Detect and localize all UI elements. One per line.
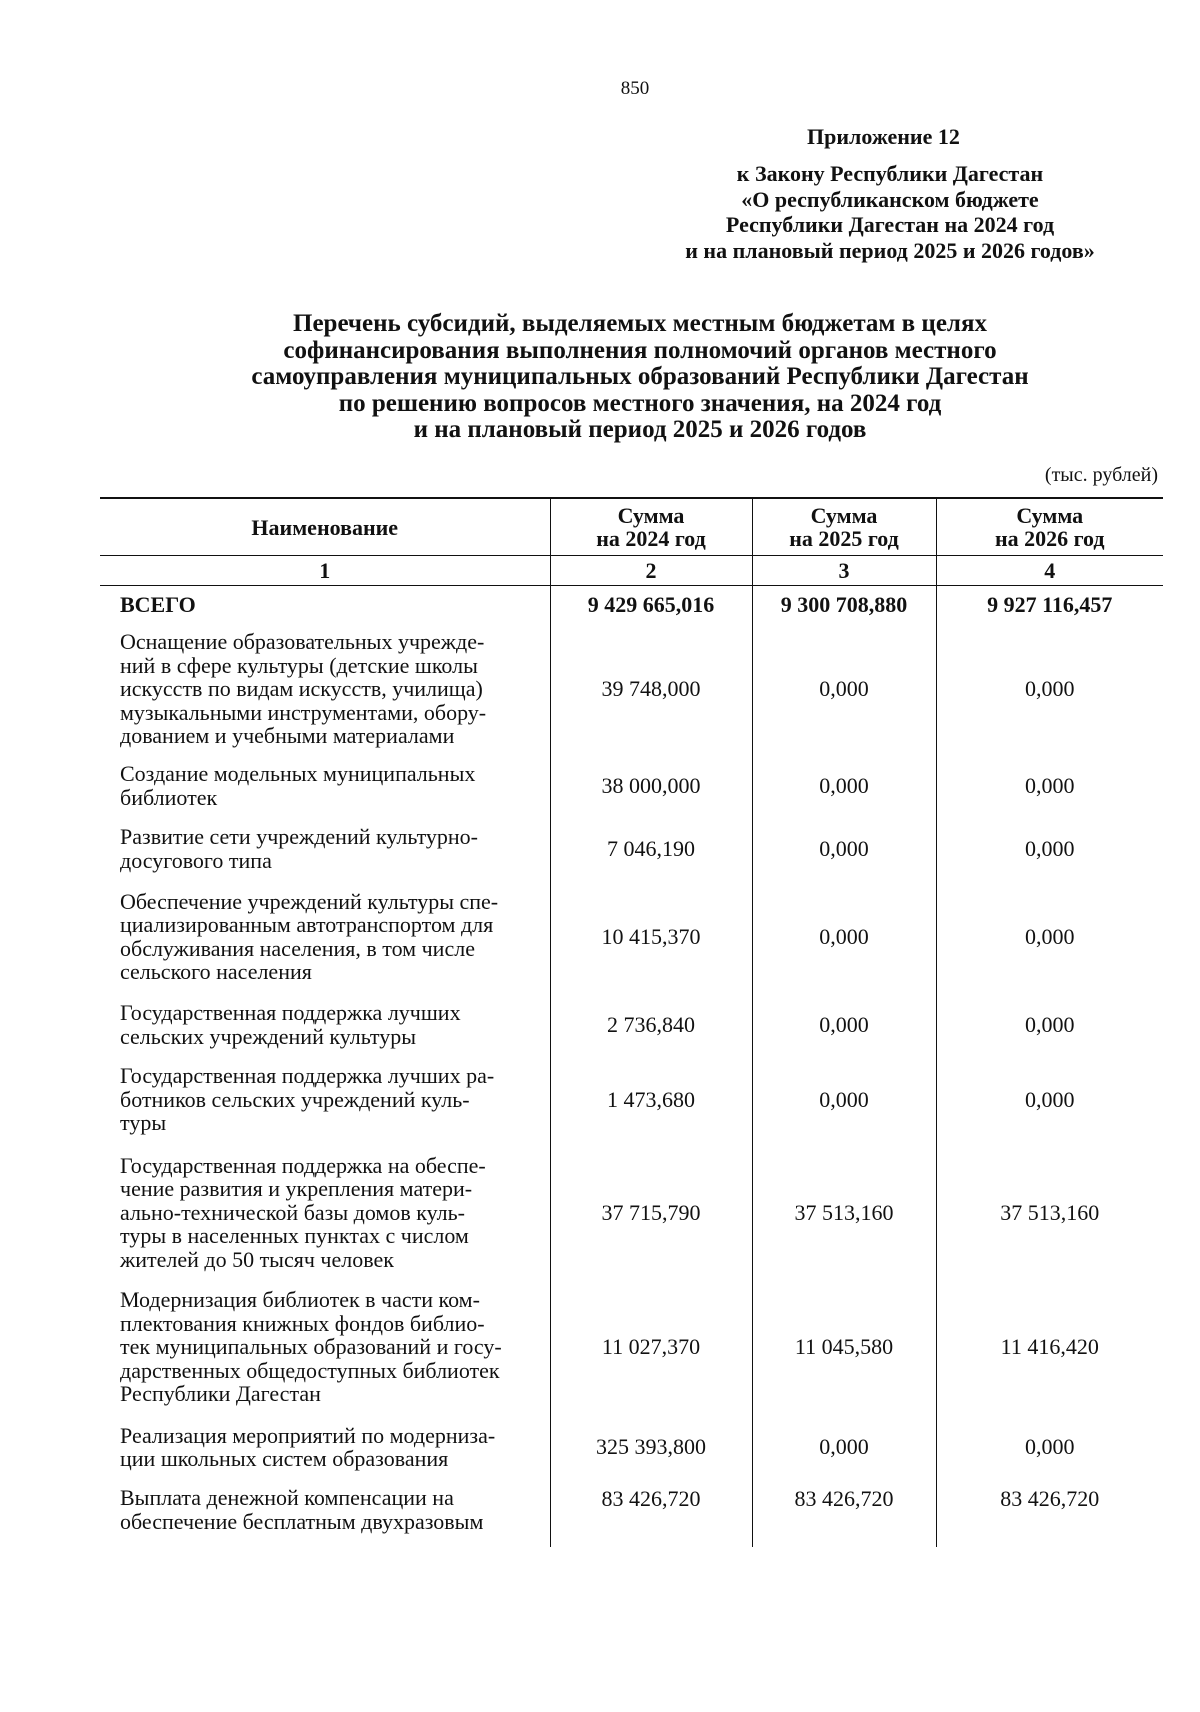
row-name-line: библиотек: [120, 784, 218, 810]
subsidies-table: [100, 497, 1163, 1547]
row-value-2024: 11 027,370: [550, 1282, 752, 1412]
header-row: [100, 498, 1163, 556]
row-value-2026: 0,000: [936, 880, 1163, 993]
header-2024-line: на 2024 год: [596, 526, 706, 551]
row-name-line: ции школьных систем образования: [120, 1446, 449, 1471]
appendix-ref-line: к Закону Республики Дагестан: [736, 161, 1044, 186]
title-line: Перечень субсидий, выделяемых местным бюджетам в целях: [293, 310, 987, 337]
table-row: [100, 1056, 1163, 1143]
table-row: [100, 880, 1163, 993]
document-title: [140, 311, 1140, 444]
row-value-2024: 325 393,800: [550, 1412, 752, 1482]
table-row: [100, 1282, 1163, 1412]
title-line: самоуправления муниципальных образований Республики Дагестан: [251, 363, 1029, 390]
header-2024: [550, 498, 752, 556]
row-value-2024: 1 473,680: [550, 1056, 752, 1143]
row-value-2026: 83 426,720: [936, 1482, 1163, 1547]
header-name: Наименование: [100, 498, 550, 556]
row-name: [100, 1282, 550, 1412]
row-name: [100, 817, 550, 880]
total-2024: 9 429 665,016: [550, 586, 752, 625]
row-name-line: туры в населенных пунктах с числом: [120, 1223, 469, 1249]
row-name-line: Реализация мероприятий по модерниза-: [120, 1422, 496, 1448]
row-name: [100, 993, 550, 1056]
page-number: 850: [620, 78, 650, 99]
row-value-2024: 7 046,190: [550, 817, 752, 880]
row-name-line: обеспечение бесплатным двухразовым: [120, 1508, 484, 1534]
row-value-2026: 0,000: [936, 1412, 1163, 1482]
row-value-2025: 37 513,160: [752, 1143, 936, 1282]
row-name-line: чение развития и укрепления матери-: [120, 1176, 473, 1202]
row-value-2025: 0,000: [752, 1412, 936, 1482]
column-number: 1: [100, 556, 550, 586]
header-2026-line: Сумма: [1016, 503, 1084, 528]
row-name: [100, 1143, 550, 1282]
row-name-line: музыкальными инструментами, обору-: [120, 699, 487, 725]
row-name: [100, 624, 550, 754]
table-row: [100, 1143, 1163, 1282]
row-value-2025: 0,000: [752, 1056, 936, 1143]
header-2026-line: на 2026 год: [994, 526, 1105, 551]
header-2026: [936, 498, 1163, 556]
row-name-line: Государственная поддержка на обеспе-: [120, 1152, 486, 1178]
row-name-line: Развитие сети учреждений культурно-: [120, 824, 479, 849]
row-name-line: ний в сфере культуры (детские школы: [120, 652, 478, 678]
row-name-line: жителей до 50 тысяч человек: [120, 1246, 394, 1272]
appendix-ref-line: «О республиканском бюджете: [741, 186, 1039, 212]
row-value-2024: 39 748,000: [550, 624, 752, 754]
row-value-2025: 0,000: [752, 754, 936, 817]
row-name-line: досугового типа: [120, 847, 272, 873]
row-name-line: тек муниципальных образований и госу-: [120, 1334, 502, 1360]
total-2026: 9 927 116,457: [936, 586, 1163, 625]
total-label: ВСЕГО: [100, 586, 550, 625]
title-line: и на плановый период 2025 и 2026 годов: [413, 416, 867, 443]
row-name-line: обслуживания населения, в том числе: [120, 935, 475, 961]
row-value-2026: 11 416,420: [936, 1282, 1163, 1412]
row-name-line: Обеспечение учреждений культуры спе-: [120, 888, 499, 914]
table-row: [100, 754, 1163, 817]
row-name-line: ботников сельских учреждений куль-: [120, 1086, 470, 1112]
appendix-ref-line: Республики Дагестан на 2024 год: [725, 212, 1055, 237]
row-name-line: Модернизация библиотек в части ком-: [120, 1287, 480, 1313]
column-number: 4: [936, 556, 1163, 586]
header-2025-line: на 2025 год: [789, 526, 899, 551]
row-value-2025: 0,000: [752, 880, 936, 993]
row-name-line: Создание модельных муниципальных: [120, 761, 476, 786]
column-number: 3: [752, 556, 936, 586]
table-row: [100, 1412, 1163, 1482]
total-row: [100, 586, 1163, 625]
column-number: 2: [550, 556, 752, 586]
header-2024-line: Сумма: [617, 503, 685, 528]
table-row: [100, 993, 1163, 1056]
row-name-line: сельских учреждений культуры: [120, 1023, 417, 1049]
row-value-2026: 0,000: [936, 754, 1163, 817]
row-value-2024: 2 736,840: [550, 993, 752, 1056]
row-value-2026: 0,000: [936, 624, 1163, 754]
row-value-2025: 11 045,580: [752, 1282, 936, 1412]
row-value-2025: 0,000: [752, 993, 936, 1056]
appendix-title: Приложение 12: [807, 124, 960, 149]
row-name-line: Выплата денежной компенсации на: [120, 1485, 454, 1510]
column-number-row: [100, 556, 1163, 586]
row-value-2024: 38 000,000: [550, 754, 752, 817]
row-name: [100, 754, 550, 817]
row-value-2025: 83 426,720: [752, 1482, 936, 1547]
row-name: [100, 1482, 550, 1547]
row-value-2026: 0,000: [936, 817, 1163, 880]
row-name-line: Оснащение образовательных учрежде-: [120, 629, 485, 655]
row-name-line: Республики Дагестан: [120, 1381, 321, 1407]
table-row: [100, 817, 1163, 880]
row-value-2026: 37 513,160: [936, 1143, 1163, 1282]
appendix-ref-line: и на плановый период 2025 и 2026 годов»: [685, 237, 1095, 263]
row-value-2024: 83 426,720: [550, 1482, 752, 1547]
row-name: [100, 1056, 550, 1143]
table-row: [100, 1482, 1163, 1547]
appendix-reference: [650, 161, 1130, 263]
row-name-line: Государственная поддержка лучших: [120, 1000, 461, 1025]
row-name-line: плектования книжных фондов библио-: [120, 1310, 485, 1336]
row-value-2026: 0,000: [936, 993, 1163, 1056]
row-name: [100, 1412, 550, 1482]
row-name-line: туры: [120, 1110, 167, 1136]
title-line: софинансирования выполнения полномочий органов местного: [283, 336, 997, 364]
row-name-line: Государственная поддержка лучших ра-: [120, 1063, 495, 1089]
table-row: [100, 624, 1163, 754]
units-note: (тыс. рублей): [1044, 464, 1158, 486]
row-value-2024: 10 415,370: [550, 880, 752, 993]
row-name-line: дарственных общедоступных библиотек: [120, 1357, 500, 1383]
row-name-line: ально-технической базы домов куль-: [120, 1199, 465, 1225]
row-name-line: дованием и учебными материалами: [120, 723, 455, 749]
row-name-line: искусств по видам искусств, училища): [120, 676, 483, 702]
header-2025-line: Сумма: [810, 503, 878, 528]
row-value-2025: 0,000: [752, 624, 936, 754]
row-name: [100, 880, 550, 993]
row-name-line: циализированным автотранспортом для: [120, 912, 494, 937]
total-2025: 9 300 708,880: [752, 586, 936, 625]
header-2025: [752, 498, 936, 556]
row-value-2026: 0,000: [936, 1056, 1163, 1143]
row-value-2024: 37 715,790: [550, 1143, 752, 1282]
row-name-line: сельского населения: [120, 959, 312, 984]
row-value-2025: 0,000: [752, 817, 936, 880]
title-line: по решению вопросов местного значения, на 2024 год: [338, 389, 942, 417]
